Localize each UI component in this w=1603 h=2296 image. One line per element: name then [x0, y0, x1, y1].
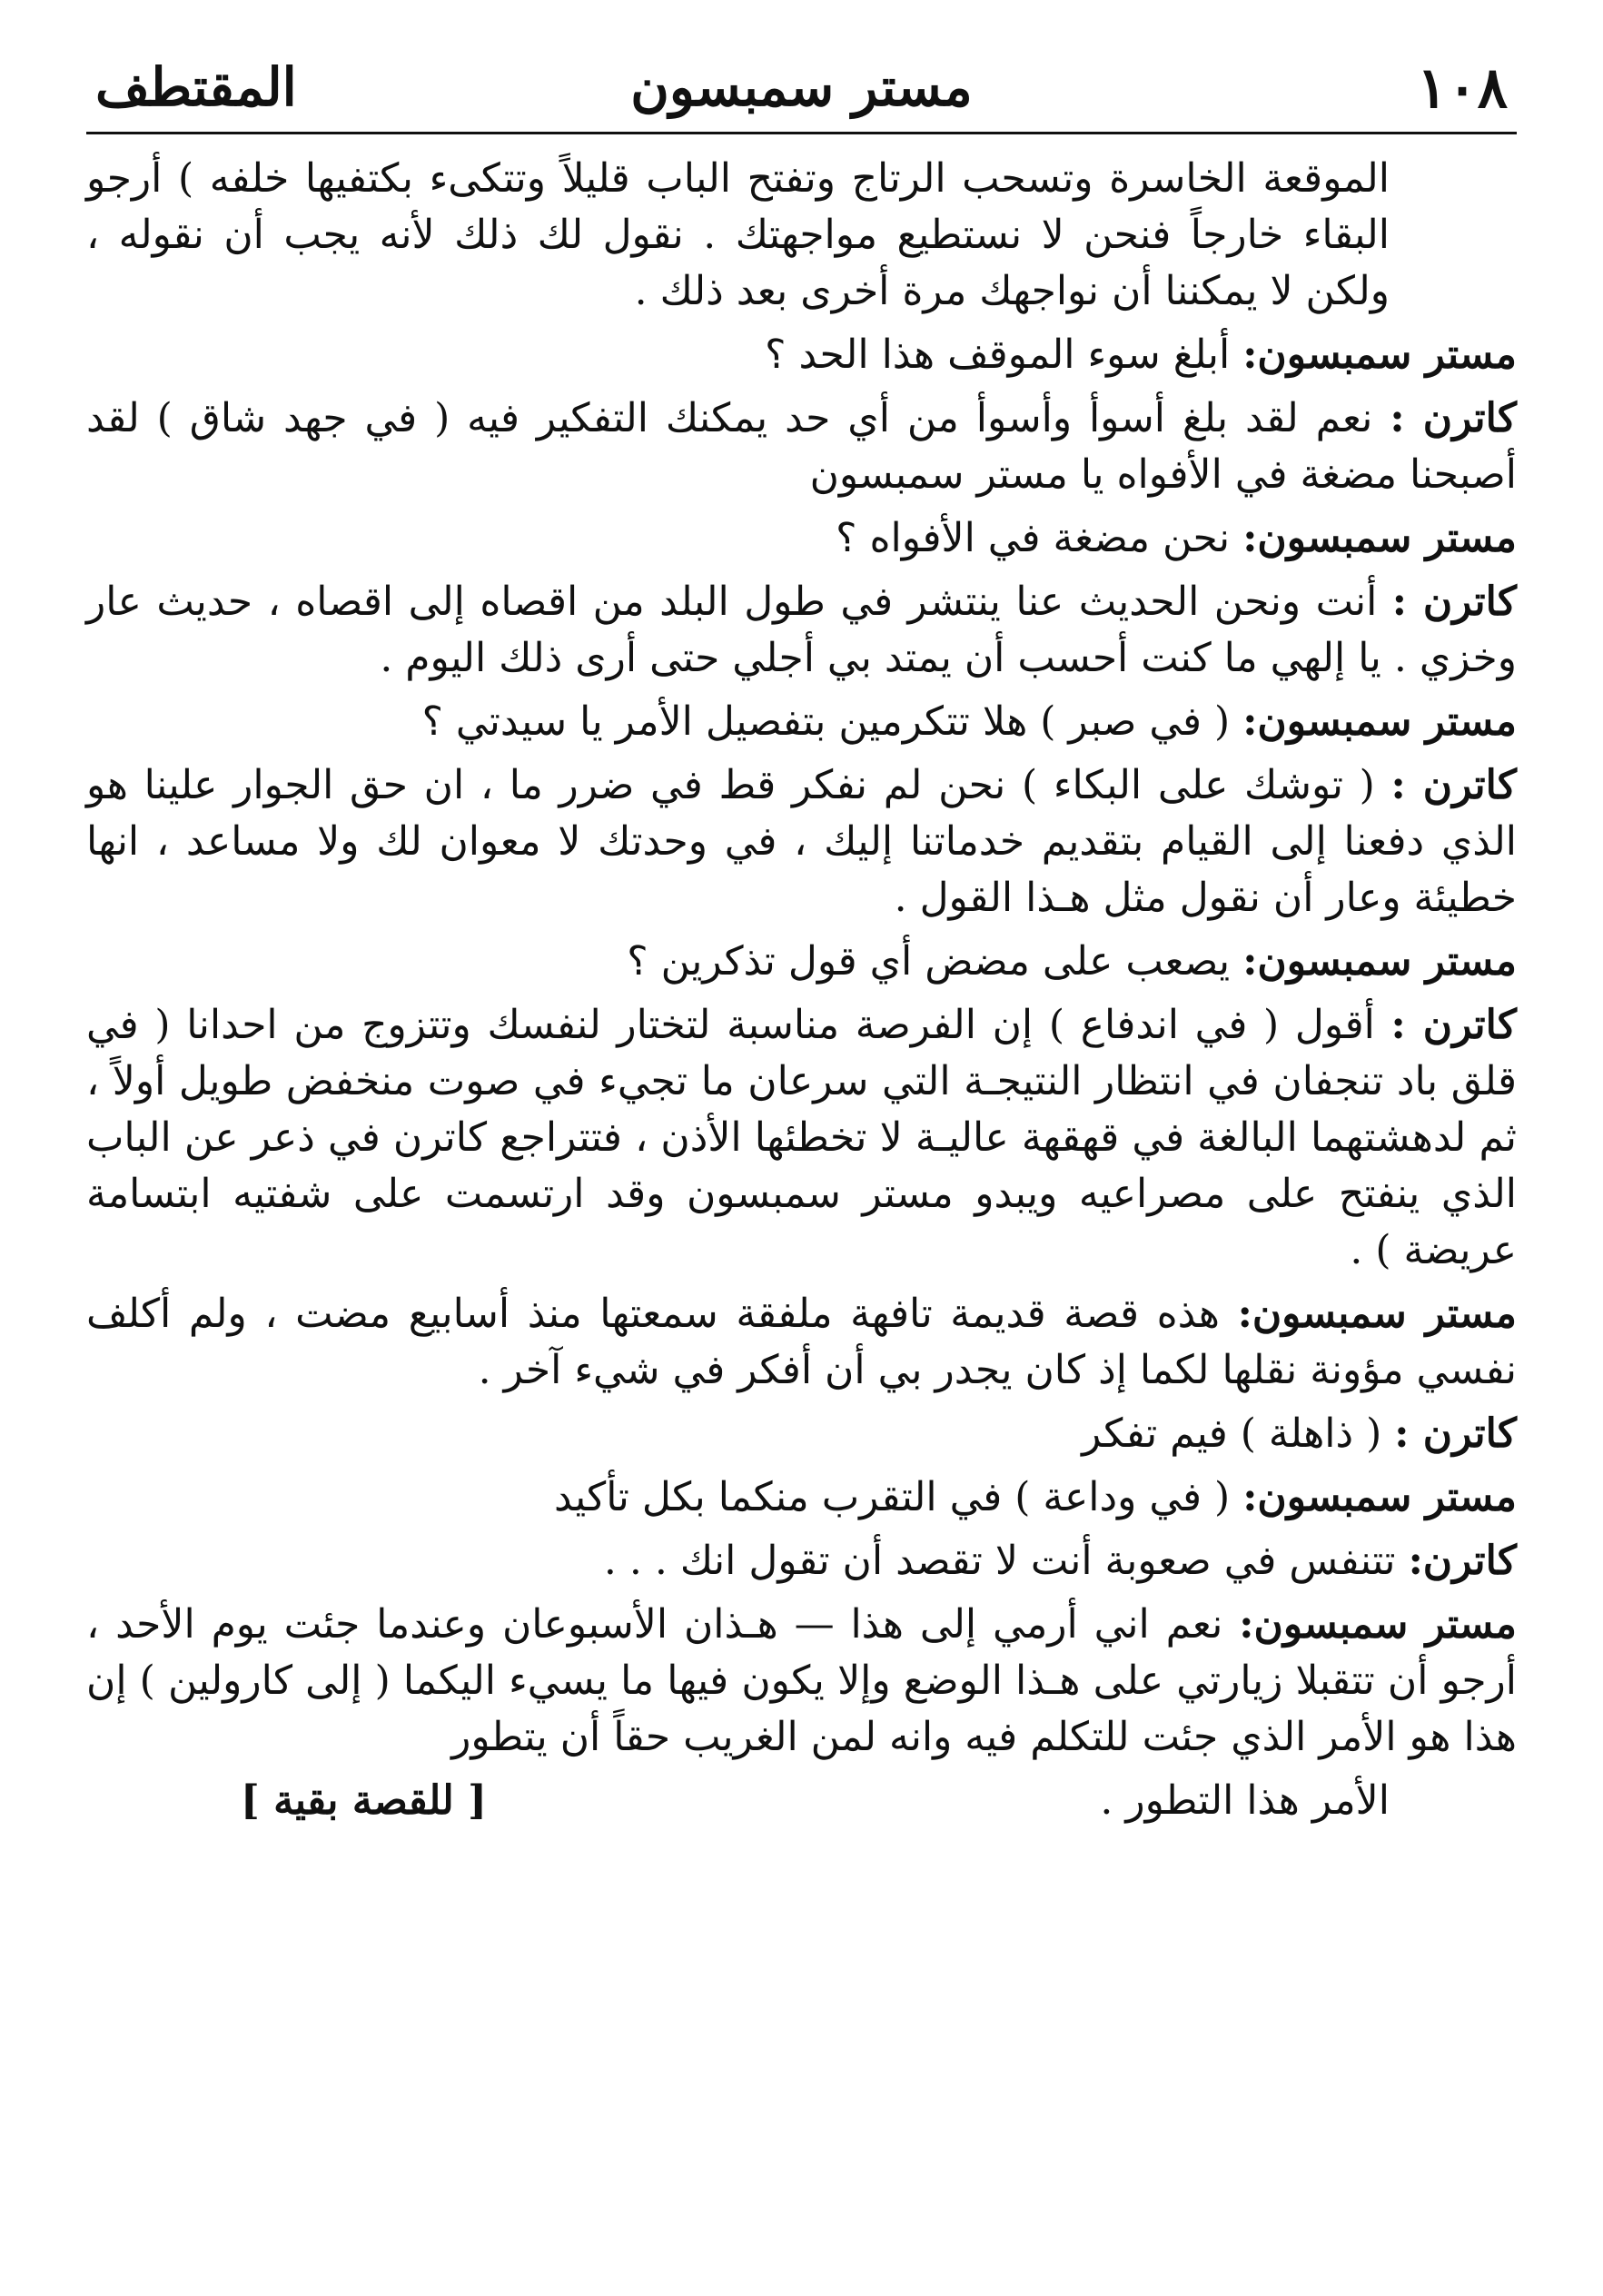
speaker-name: مستر سمبسون:: [1242, 515, 1517, 561]
dialogue-text: ( في صبر ) هلا تتكرمين بتفصيل الأمر يا سيدتي ؟: [421, 698, 1231, 745]
speaker-name: مستر سمبسون:: [1242, 938, 1517, 985]
dialogue-text: أقول ( في اندفاع ) إن الفرصة مناسبة لتختار لنفسك وتتزوج من احدانا ( في قلق باد تنجفان في انتظار النتيجـة التي سرعان ما تجيء في صوت منخفض طويل أولاً ، ثم لدهشتهما البالغة في قهقهة عاليـة لا تخطئها الأذن ، فتتراجع كاترن في ذعر عن الباب الذي ينفتح على مصراعيه ويبدو مستر سمبسون وقد ارتسمت على شفتيه ابتسامة عريضة ) .: [86, 1002, 1517, 1273]
body-text: [86, 134, 1517, 1773]
speaker-name: مستر سمبسون:: [1242, 332, 1517, 378]
dialogue-text: أنت ونحن الحديث عنا ينتشر في طول البلد من اقصاه إلى اقصاه ، حديث عار وخزي . يا إلهي ما كنت أحسب أن يمتد بي أجلي حتى أرى ذلك اليوم .: [86, 579, 1517, 681]
dialogue-text: تتنفس في صعوبة أنت لا تقصد أن تقول انك . . .: [603, 1538, 1396, 1584]
dialogue-paragraph: [86, 1470, 1517, 1533]
speaker-name: كاترن :: [1390, 395, 1517, 441]
dialogue-text: ( توشك على البكاء ) نحن لم نفكر قط في ضرر ما ، ان حق الجوار علينا هو الذي دفعنا إلى القيام بتقديم خدماتنا إليك ، في وحدتك لا معوان لك ولا مساعد ، انها خطيئة وعار أن نقول مثل هـذا القول .: [86, 762, 1517, 921]
closing-line: [86, 1773, 1517, 1829]
dialogue-paragraph: [86, 574, 1517, 694]
dialogue-paragraph: [86, 757, 1517, 934]
page-number: ١٠٨: [1417, 54, 1508, 121]
speaker-name: مستر سمبسون:: [1239, 1601, 1517, 1648]
speaker-name: مستر سمبسون:: [1242, 698, 1517, 745]
dialogue-text: أبلغ سوء الموقف هذا الحد ؟: [765, 332, 1231, 378]
dialogue-text: ( في وداعة ) في التقرب منكما بكل تأكيد: [553, 1474, 1231, 1520]
speaker-name: كاترن :: [1394, 1410, 1517, 1457]
speaker-name: كاترن :: [1391, 579, 1518, 625]
last-line: الأمر هذا التطور .: [1100, 1777, 1390, 1824]
dialogue-text: يصعب على مضض أي قول تذكرين ؟: [627, 938, 1231, 985]
dialogue-paragraph: [86, 694, 1517, 757]
dialogue-paragraph: [86, 391, 1517, 510]
dialogue-paragraph: [86, 1286, 1517, 1406]
journal-name: المقتطف: [95, 56, 297, 118]
speaker-name: مستر سمبسون:: [1242, 1474, 1517, 1520]
dialogue-text: نعم اني أرمي إلى هذا — هـذان الأسبوعان وعندما جئت يوم الأحد ، أرجو أن تتقبلا زيارتي على هـذا الوضع وإلا يكون فيها ما يسيء اليكما ( إلى كارولين ) إن هذا هو الأمر الذي جئت للتكلم فيه وانه لمن الغريب حقاً أن يتطور: [86, 1601, 1517, 1760]
dialogue-text: ( ذاهلة ) فيم تفكر: [1082, 1410, 1382, 1457]
dialogue-paragraph: [86, 327, 1517, 391]
dialogue-text: هذه قصة قديمة تافهة ملفقة سمعتها منذ أسابيع مضت ، ولم أكلف نفسي مؤونة نقلها لكما إذ كان يجدر بي أن أفكر في شيء آخر .: [86, 1291, 1517, 1393]
dialogue-paragraph: [86, 997, 1517, 1286]
speaker-name: كاترن :: [1390, 762, 1517, 808]
dialogue-paragraph: [86, 510, 1517, 574]
speaker-name: كاترن:: [1408, 1538, 1517, 1584]
running-title: مستر سمبسون: [630, 56, 973, 118]
dialogue-paragraph: [86, 1406, 1517, 1470]
dialogue-paragraph: [86, 1533, 1517, 1597]
dialogue-text: الموقعة الخاسرة وتسحب الرتاج وتفتح الباب قليلاً وتتكىء بكتفيها خلفه ) أرجو البقاء خارجاً فنحن لا نستطيع مواجهتك . نقول لك ذلك لأنه يجب أن نقوله ، ولكن لا يمكننا أن نواجهك مرة أخرى بعد ذلك .: [86, 155, 1390, 314]
dialogue-text: نعم لقد بلغ أسوأ وأسوأ من أي حد يمكنك التفكير فيه ( في جهد شاق ) لقد أصبحنا مضغة في الأفواه يا مستر سمبسون: [86, 395, 1517, 498]
dialogue-paragraph: [86, 151, 1517, 327]
speaker-name: مستر سمبسون:: [1237, 1291, 1517, 1337]
page-header: [86, 36, 1517, 134]
dialogue-text: نحن مضغة في الأفواه ؟: [836, 515, 1231, 561]
speaker-name: كاترن :: [1390, 1002, 1517, 1048]
dialogue-paragraph: [86, 934, 1517, 997]
dialogue-paragraph: [86, 1597, 1517, 1773]
continuation-note: [ للقصة بقية ]: [241, 1777, 487, 1824]
